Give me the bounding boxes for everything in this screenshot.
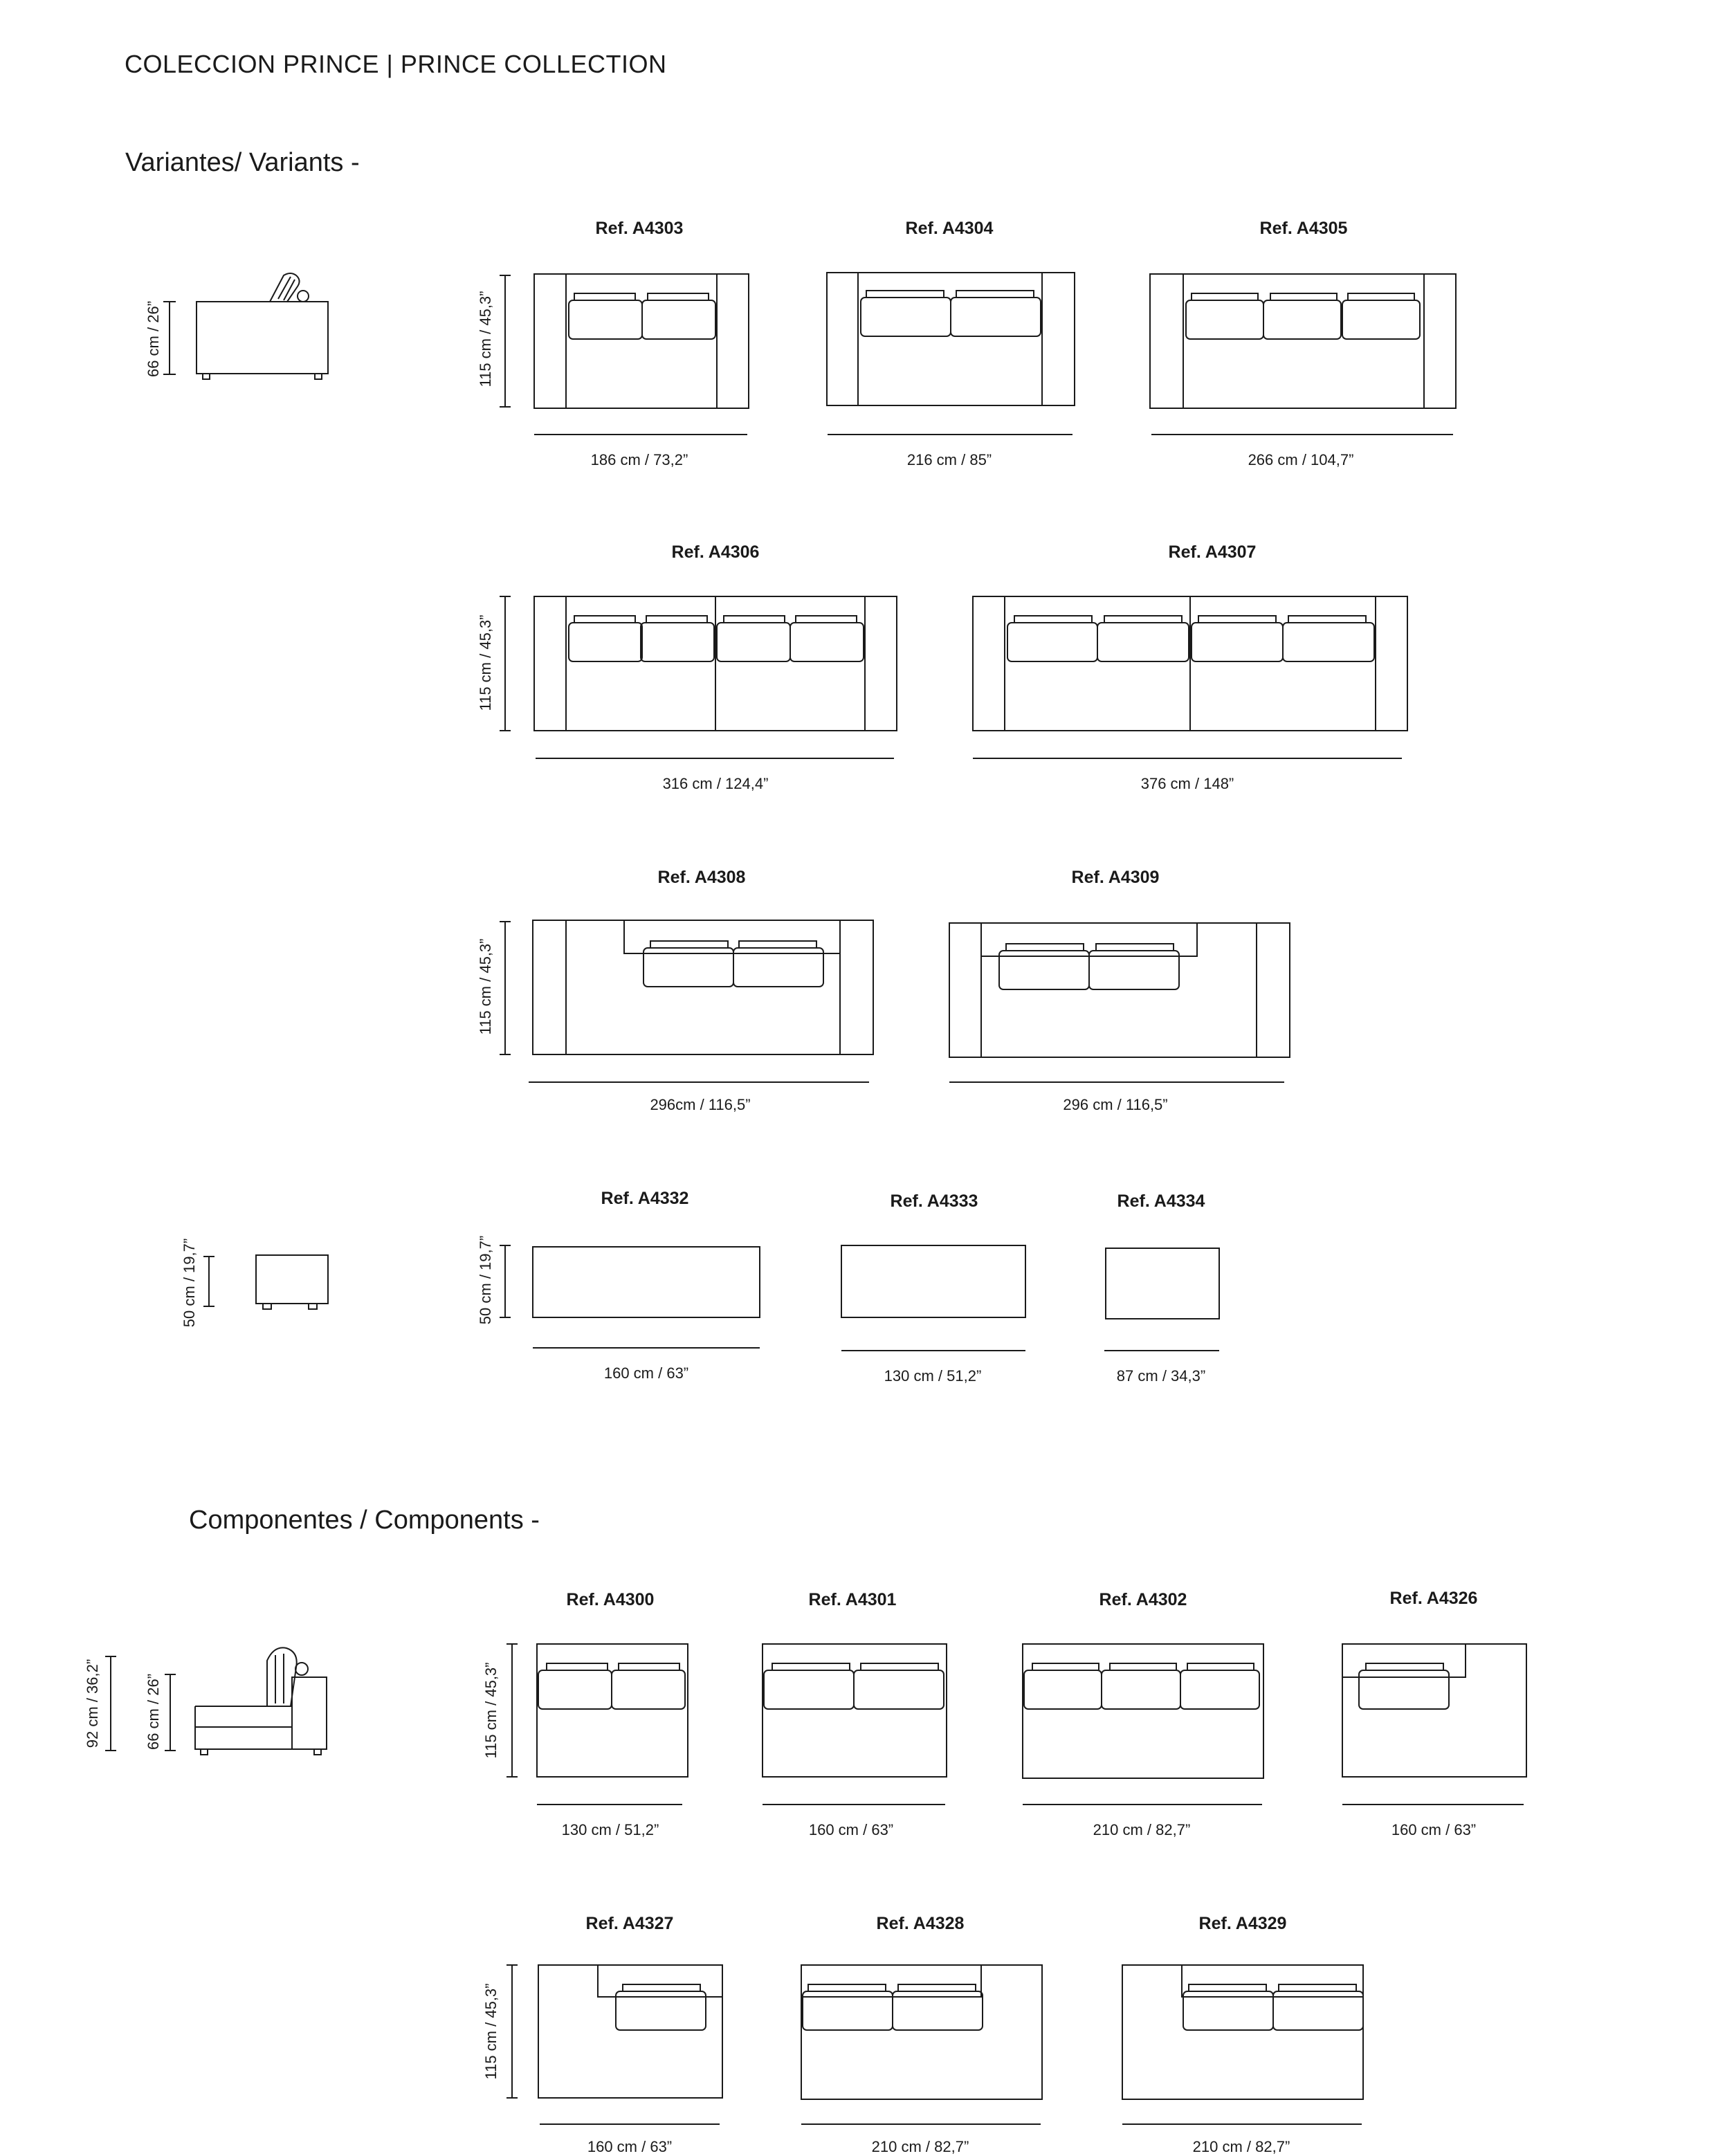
ref-label: Ref. A4300 [566,1590,655,1609]
pouf-side-height: 50 cm / 19,7” [181,1238,198,1328]
pouf-depth-label: 50 cm / 19,7” [477,1235,494,1325]
ref-label: Ref. A4302 [1099,1590,1187,1609]
component-total-height: 92 cm / 36,2” [84,1659,101,1748]
width-label: 376 cm / 148” [1140,775,1234,792]
component-seat-height: 66 cm / 26” [145,1673,162,1751]
ref-label: Ref. A4307 [1168,542,1257,562]
plan-a4303 [534,274,749,435]
width-label: 216 cm / 85” [906,451,992,468]
section-variants-title: Variantes/ Variants - [125,148,360,177]
depth-label: 115 cm / 45,3” [477,938,494,1035]
plan-a4327 [538,1965,722,2124]
ref-label: Ref. A4304 [905,219,994,238]
width-label: 210 cm / 82,7” [1192,2138,1290,2155]
sofa-side-view [163,273,328,379]
width-label: 186 cm / 73,2” [590,451,688,468]
width-label: 130 cm / 51,2” [561,1821,659,1838]
depth-label: 115 cm / 45,3” [477,291,494,387]
depth-label: 115 cm / 45,3” [482,1662,500,1759]
ref-label: Ref. A4309 [1071,868,1160,887]
component-depth-lines [506,1644,518,2098]
plan-a4305 [1150,274,1456,435]
plan-poufs [533,1245,1219,1351]
plan-a4307 [973,596,1407,758]
plan-a4301 [763,1644,947,1805]
plan-a4328 [801,1965,1042,2124]
page-title: COLECCION PRINCE | PRINCE COLLECTION [125,50,667,78]
width-label: 210 cm / 82,7” [1093,1821,1191,1838]
sofa-side-height: 66 cm / 26” [145,300,162,378]
width-label: 160 cm / 63” [587,2138,673,2155]
ref-label: Ref. A4333 [890,1191,978,1211]
plan-a4329 [1122,1965,1363,2124]
depth-dimension-lines [500,275,511,1317]
width-label: 160 cm / 63” [603,1364,689,1382]
ref-label: Ref. A4305 [1259,219,1348,238]
plan-a4308 [529,920,873,1082]
ref-label: Ref. A4303 [595,219,684,238]
depth-label: 115 cm / 45,3” [477,614,494,711]
ref-label: Ref. A4329 [1198,1914,1287,1933]
ref-label: Ref. A4327 [585,1914,674,1933]
width-label: 316 cm / 124,4” [662,775,769,792]
plan-a4302 [1023,1644,1263,1805]
width-label: 266 cm / 104,7” [1248,451,1354,468]
width-label: 210 cm / 82,7” [871,2138,969,2155]
width-label: 296cm / 116,5” [650,1096,751,1113]
plan-a4304 [827,273,1075,435]
depth-label: 115 cm / 45,3” [482,1983,500,2080]
ref-label: Ref. A4308 [657,868,746,887]
ref-label: Ref. A4301 [808,1590,897,1609]
width-label: 87 cm / 34,3” [1116,1367,1206,1385]
width-label: 296 cm / 116,5” [1063,1096,1168,1113]
plan-a4309 [949,923,1290,1082]
width-label: 160 cm / 63” [808,1821,894,1838]
plan-a4326 [1342,1644,1526,1805]
pouf-side-view [203,1255,328,1309]
plan-a4300 [537,1644,688,1805]
ref-label: Ref. A4332 [601,1189,689,1208]
width-label: 160 cm / 63” [1391,1821,1477,1838]
ref-label: Ref. A4306 [671,542,760,562]
plan-a4306 [534,596,897,758]
width-label: 130 cm / 51,2” [884,1367,982,1385]
component-side-view [105,1647,327,1755]
ref-label: Ref. A4334 [1117,1191,1205,1211]
section-components-title: Componentes / Components - [189,1506,540,1535]
ref-label: Ref. A4326 [1389,1589,1478,1608]
ref-label: Ref. A4328 [876,1914,965,1933]
